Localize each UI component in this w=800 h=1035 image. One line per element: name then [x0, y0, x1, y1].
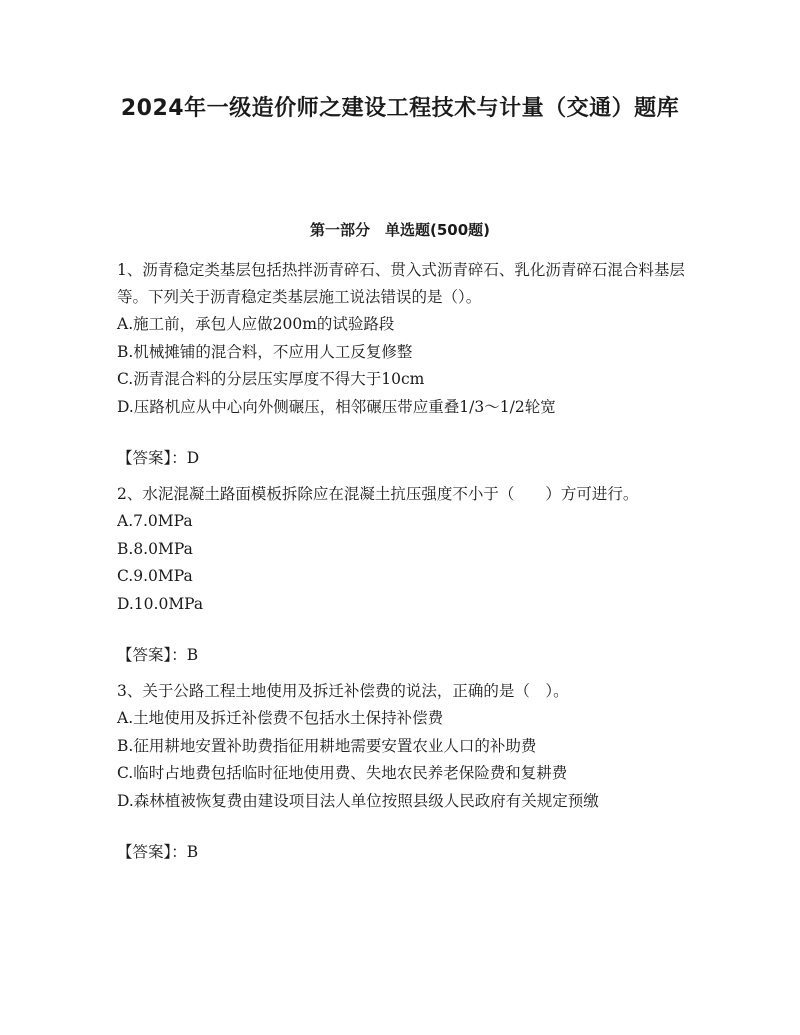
- option-b: B.8.0MPa: [117, 539, 193, 558]
- option-c: C.9.0MPa: [117, 567, 193, 585]
- question-stem: 2、水泥混凝土路面模板拆除应在混凝土抗压强度不小于（ ）方可进行。: [117, 485, 639, 503]
- question-3: [117, 678, 687, 866]
- question-list: [117, 257, 687, 875]
- option-d: D.10.0MPa: [117, 594, 204, 613]
- option-b: B.机械摊铺的混合料，不应用人工反复修整: [117, 342, 413, 361]
- option-a: A.土地使用及拆迁补偿费不包括水土保持补偿费: [117, 709, 444, 727]
- answer-line: 【答案】：B: [117, 843, 199, 861]
- question-stem: 1、沥青稳定类基层包括热拌沥青碎石、贯入式沥青碎石、乳化沥青碎石混合料基层等。下列关于沥青稳定类基层施工说法错误的是（）。: [117, 261, 685, 306]
- option-d: D.森林植被恢复费由建设项目法人单位按照县级人民政府有关规定预缴: [117, 791, 599, 810]
- question-1: [117, 257, 687, 472]
- answer-line: 【答案】：D: [117, 449, 200, 467]
- option-c: C.临时占地费包括临时征地使用费、失地农民养老保险费和复耕费: [117, 764, 568, 782]
- section-title: 第一部分 单选题(500题): [309, 221, 491, 239]
- option-a: A.7.0MPa: [117, 512, 193, 530]
- question-stem: 3、关于公路工程土地使用及拆迁补偿费的说法，正确的是（ ）。: [117, 682, 569, 700]
- option-a: A.施工前，承包人应做200m的试验路段: [117, 315, 395, 333]
- option-c: C.沥青混合料的分层压实厚度不得大于10cm: [117, 370, 425, 388]
- option-b: B.征用耕地安置补助费指征用耕地需要安置农业人口的补助费: [117, 736, 537, 755]
- option-d: D.压路机应从中心向外侧碾压，相邻碾压带应重叠1/3～1/2轮宽: [117, 397, 556, 416]
- question-2: [117, 481, 687, 669]
- answer-line: 【答案】：B: [117, 646, 199, 664]
- document-title: 2024年一级造价师之建设工程技术与计量（交通）题库: [120, 96, 680, 121]
